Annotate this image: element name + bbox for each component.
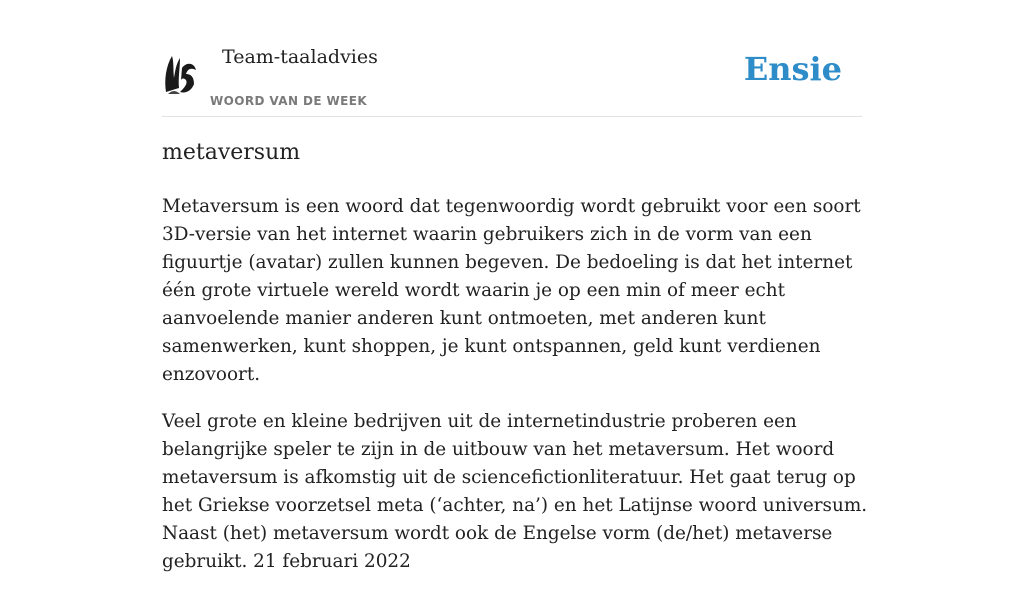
paragraph: Metaversum is een woord dat tegenwoordig wordt gebruikt voor een soort 3D-versie van het internet waarin gebruikers zich in de vorm van een figuurtje (avatar) zullen kunnen begeven. De bedoeling is dat het internet één grote virtuele wereld wordt waarin je op een min of meer echt aanvoelende manier anderen kunt ontmoeten, met anderen kunt samenwerken, kunt shoppen, je kunt ontspannen, geld kunt verdienen enzovoort. [162, 196, 861, 385]
lion-logo-icon [162, 48, 198, 96]
author-name[interactable]: Team-taaladvies [222, 46, 378, 68]
article-header [162, 44, 862, 117]
paragraph: Veel grote en kleine bedrijven uit de internetindustrie proberen een belangrijke speler te zijn in de uitbouw van het metaversum. Het woord metaversum is afkomstig uit de sciencefictionliteratuur. Het gaat terug op het Griekse voorzetsel meta (‘achter, na’) en het Latijnse woord universum. Naast (het) metaversum wordt ook de Engelse vorm (de/het) metaverse gebruikt. 21 februari 2022 [162, 411, 868, 572]
brand-logo[interactable]: Ensie [743, 50, 842, 88]
page-title: metaversum [162, 140, 301, 165]
category-label: WOORD VAN DE WEEK [210, 94, 368, 108]
article-body [162, 193, 872, 595]
